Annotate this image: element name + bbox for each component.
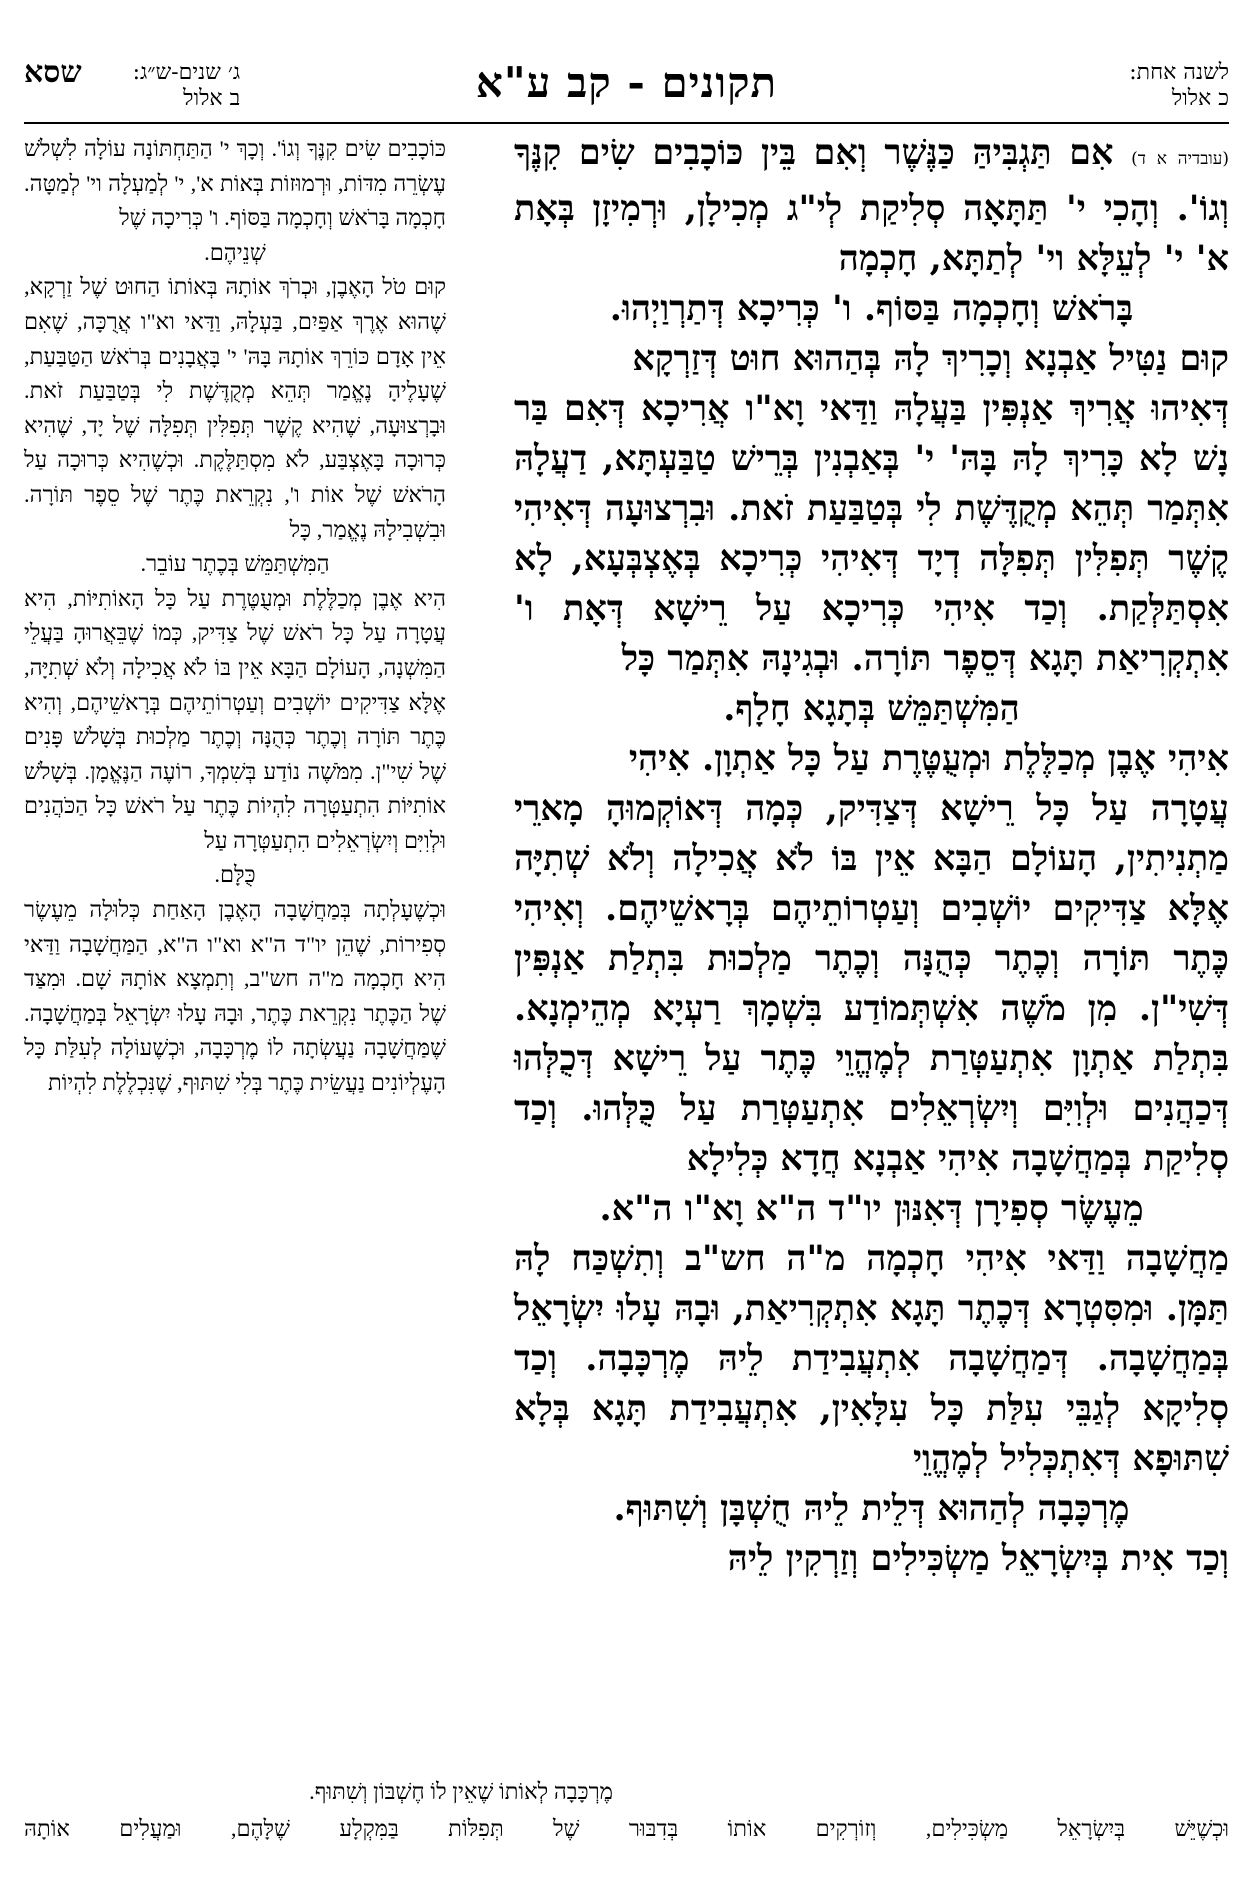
main-paragraph xyxy=(514,128,1229,284)
commentary-paragraph: קוּם טֹל הָאֶבֶן, וּכְרֹךְ אוֹתָהּ בְּאוֹתוֹ הַחוּט שֶׁל זַרְקָא, שֶׁהוּא אֶרֶךְ אַפַּיִם, בַּעְלָהּ, וַדַּאי וא"ו אֲרֻכָּה, שֶׁאִם אֵין אָדָם כּוֹרֵךְ אוֹתָהּ בָּהּ' י' בָּאֲבָנִים בְּרֹאשׁ הַטַּבַּעַת, שֶׁעָלֶיהָ נֶאֱמַר תְּהֵא מְקֻדֶּשֶׁת לִי בְּטַבַּעַת זֹאת. וּבָרְצוּעָה, שֶׁהִיא קֶשֶׁר תְּפִלִּין תְּפִלָּה שֶׁל יָד, שֶׁהִיא כְּרוּכָה בָּאֶצְבַּע, לֹא מִסְתַּלֶּקֶת. וּכְשֶׁהִיא כְּרוּכָה עַל הָרֹאשׁ שֶׁל אוֹת ו', נִקְרֵאת כֶּתֶר שֶׁל סֵפֶר תּוֹרָה. וּבִשְׁבִילָהּ נֶאֱמַר, כָּל xyxy=(24,274,446,542)
main-paragraph: אִיהִי אֶבֶן מְכַלֶּלֶת וּמְעֻטֶּרֶת עַל כָּל אַתְוָן. אִיהִי xyxy=(628,738,1229,779)
main-paragraph: וְכַד אִית בְּיִשְׂרָאֵל מַשְׂכִּילִים וְזַרְקִין לֵיהּ xyxy=(727,1538,1229,1579)
commentary-paragraph: וּכְשֶׁעָלְתָה בְּמַחֲשָׁבָה הָאֶבֶן הָאַחַת כְּלוּלָה מֵעֶשֶׂר סְפִירוֹת, שֶׁהֵן יו"ד ה"א וא"ו ה"א, הַמַּחֲשָׁבָה וַדַּאי הִיא חָכְמָה מ"ה חש"ב, וְתִמְצָא אוֹתָהּ שָׁם. וּמִצַּד שֶׁל הַכֶּתֶר נִקְרֵאת כֶּתֶר, וּבָהּ עָלוּ יִשְׂרָאֵל בְּמַחֲשָׁבָה. שֶׁמַּחֲשָׁבָה נַעֲשְׂתָה לוֹ מֶרְכָּבָה, וּכְשֶׁעוֹלָה לְעִלַּת כָּל הָעֶלְיוֹנִים נַעֲשֵׂית כֶּתֶר בְּלִי שִׁתּוּף, שֶׁנִּכְלֶלֶת לִהְיוֹת xyxy=(24,897,446,1096)
commentary-paragraph: שְׁנֵיהֶם. xyxy=(204,239,266,265)
three-year-schedule-label: ג׳ שנים-ש״ג: xyxy=(132,60,241,85)
main-paragraph-text: אִם תַּגְבִּיהַּ כַּנֶּשֶׁר וְאִם בֵּין כּוֹכָבִים שִׂים קִנֶּךָ וְגוֹ'. וְהָכִי י' תַּתָּאָה סְלִיקַת לְי"ג מְכִילָן, וּרְמִיזָן בְּאָת א' י' לְעֵלָּא וי' לְתַתָּא, חָכְמָה xyxy=(514,132,1229,279)
commentary-paragraph: הִיא אֶבֶן מְכַלֶּלֶת וּמְעֻטֶּרֶת עַל כָּל הָאוֹתִיּוֹת, הִיא עֲטָרָה עַל כָּל רֹאשׁ שֶׁל צַדִּיק, כְּמוֹ שֶׁבֵּאֲרוּהָ בַּעֲלֵי הַמִּשְׁנָה, הָעוֹלָם הַבָּא אֵין בּוֹ לֹא אֲכִילָה וְלֹא שְׁתִיָּה, אֶלָּא צַדִּיקִים יוֹשְׁבִים וְעַטְרוֹתֵיהֶם בְּרָאשֵׁיהֶם, וְהִיא כֶּתֶר תּוֹרָה וְכֶתֶר כְּהֻנָּה וְכֶתֶר מַלְכוּת בְּשָׁלֹשׁ פָּנִים שֶׁל שִׁי"ן. מִמֹּשֶׁה נוֹדַע בְּשִׁמְךָ, רוֹעֶה הַנֶּאֱמָן. בְּשָׁלֹשׁ אוֹתִיּוֹת הִתְעַטְּרָה לִהְיוֹת כֶּתֶר עַל רֹאשׁ כָּל הַכֹּהֲנִים וּלְוִיִּם וְיִשְׂרְאֵלִים הִתְעַטְּרָה עַל xyxy=(24,585,446,853)
main-text-column xyxy=(514,128,1229,1584)
three-year-schedule xyxy=(133,60,241,112)
commentary-paragraph: כּוֹכָבִים שִׂים קִנֶּךָ וְגוֹ'. וְכָךְ י' הַתַּחְתּוֹנָה עוֹלָה לִשְׁלֹשׁ עֶשְׂרֵה מִדּוֹת, וּרְמוּזוֹת בְּאוֹת א', י' לְמַעְלָה וי' לְמַטָּה. חָכְמָה בָּרֹאשׁ וְחָכְמָה בַּסּוֹף. ו' כְּרִיכָה שֶׁל xyxy=(24,136,446,231)
verse-reference: (עובדיה א ד) xyxy=(1131,149,1229,169)
main-paragraph: עֲטָרָה עַל כָּל רֵישָׁא דְּצַדִּיק, כְּמָה דְּאוֹקְמוּהָ מָארֵי מַתְנִיתִין, הָעוֹלָם הַבָּא אֵין בּוֹ לֹא אֲכִילָה וְלֹא שְׁתִיָּה אֶלָּא צַדִּיקִים יוֹשְׁבִים וְעַטְרוֹתֵיהֶם בְּרָאשֵׁיהֶם. וְאִיהִי כֶּתֶר תּוֹרָה וְכֶתֶר כְּהֻנָּה וְכֶתֶר מַלְכוּת בִּתְלַת אַנְפִּין דְּשִׁי"ן. מִן מֹשֶׁה אִשְׁתְּמוֹדַע בִּשְׁמָךְ רַעְיָא מְהֵימְנָא. בִּתְלַת אַתְוָן אִתְעַטְּרַת לְמֶהֱוֵי כֶּתֶר עַל רֵישָׁא דְּכֻלְּהוּ דְּכַהֲנִים וּלְוִיִּם וְיִשְׂרְאֵלִים אִתְעַטְּרַת עַל כֻּלְּהוּ. וְכַד סְלִיקַת בְּמַחֲשָׁבָה אִיהִי אַבְנָא חֲדָא כְּלִילָא xyxy=(514,788,1229,1179)
commentary-column xyxy=(24,132,446,1101)
main-paragraph: מַחֲשָׁבָה וַדַּאי אִיהִי חָכְמָה מ"ה חש"ב וְתִשְׁכַּח לָהּ תַּמָּן. וּמִסִּטְרָא דְּכֶתֶר תָּגָא אִתְקְרִיאַת, וּבָהּ עָלוּ יִשְׂרָאֵל בְּמַחֲשָׁבָה. דְּמַחֲשָׁבָה אִתְעֲבִידַת לֵיהּ מֶרְכָּבָה. וְכַד סְלִיקָא לְגַבֵּי עִלַּת כָּל עִלָּאִין, אִתְעֲבִידַת תָּגָא בְּלָא שִׁתּוּפָא דְּאִתְכְּלִיל לְמֶהֱוֵי xyxy=(514,1238,1229,1479)
header-left-info xyxy=(24,55,241,112)
main-paragraph: הַמִּשְׁתַּמֵּשׁ בְּתָגָא חָלָף. xyxy=(723,688,1020,729)
main-paragraph: דְּאִיהוּ אֲרִיךְ אַנְפִּין בַּעֲלָהּ וַדַּאי וָא"ו אֲרִיכָא דְּאִם בַּר נָשׁ לָא כָּרִיךְ לָהּ בָּהּ' י' בְּאַבְנִין בְּרֵישׁ טַבַּעְתָּא, דַעֲלָהּ אִתְּמַר תְּהֵא מְקֻדֶּשֶׁת לִי בְּטַבַּעַת זֹאת. וּבִרְצוּעָה דְּאִיהִי קֶשֶׁר תְּפִלִּין תְּפִלָּה דְיָד דְּאִיהִי כְּרִיכָא בְּאֶצְבְּעָא, לָא אִסְתַּלְּקַת. וְכַד אִיהִי כְּרִיכָא עַל רֵישָׁא דְּאָת ו' אִתְקְרִיאַת תָּגָא דְּסֵפֶר תּוֹרָה. וּבְגִינָהּ אִתְּמַר כָּל xyxy=(514,388,1229,679)
one-year-schedule-label: לשנה אחת: xyxy=(1129,60,1229,85)
three-year-schedule-date: ב אלול xyxy=(183,86,241,111)
commentary-footer-line: מֶרְכָּבָה לְאוֹתוֹ שֶׁאֵין לוֹ חֶשְׁבּוֹן וְשִׁתּוּף. xyxy=(309,1779,613,1804)
page-number: שסא xyxy=(24,55,82,90)
commentary-paragraph: כֻּלָּם. xyxy=(214,862,256,888)
one-year-schedule-date: כ אלול xyxy=(1171,86,1229,111)
main-paragraph: בָּרֹאשׁ וְחָכְמָה בַּסּוֹף. ו' כְּרִיכָא דְּתַרְוַיְהוּ. xyxy=(609,288,1134,329)
main-paragraph: מֵעֶשֶׂר סְפִירָן דְּאִנּוּן יו"ד ה"א וָא"ו ה"א. xyxy=(599,1188,1144,1229)
commentary-paragraph: הַמִּשְׁתַּמֵּשׁ בְּכֶתֶר עוֹבֵר. xyxy=(140,551,330,577)
main-paragraph: מֶרְכָּבָה לְהַהוּא דְּלֵית לֵיהּ חֻשְׁבָּן וְשִׁתּוּף. xyxy=(613,1488,1130,1529)
main-paragraph: קוּם נַטִּיל אַבְנָא וְכָרִיךְ לָהּ בְּהַהוּא חוּט דְּזַרְקָא xyxy=(632,338,1229,379)
commentary-footer-line: וּכְשֶׁיֵּשׁ בְּיִשְׂרָאֵל מַשְׂכִּילִים, וְזוֹרְקִים אוֹתוֹ בְּדִבּוּר שֶׁל תְּפִלּוֹת בַּמִּקְלָע שֶׁלָּהֶם, וּמַעֲלִים אוֹתָהּ xyxy=(24,1816,1229,1841)
page-title: תקונים - קב ע"א xyxy=(475,58,778,107)
page-header xyxy=(24,52,1229,124)
